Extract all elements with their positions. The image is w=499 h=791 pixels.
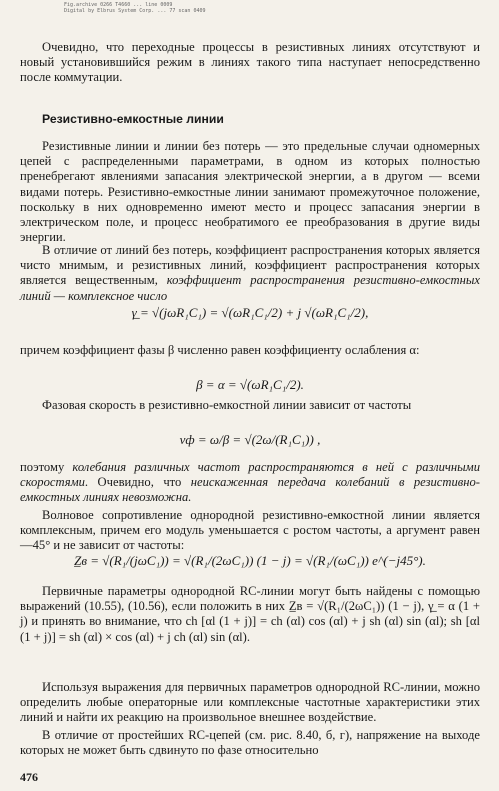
emphasis-text: коэффициент распространения резистивно-емкостных линий — комплексное число (20, 273, 480, 303)
formula-beta-alpha: β = α = √(ωR₁C₁/2). (196, 377, 304, 392)
paragraph-phase-velocity: Фазовая скорость в резистивно-емкостной линии зависит от частоты (42, 398, 412, 412)
formula-propagation-coefficient: γ̲ = √(jωR₁C₁) = √(ωR₁C₁/2) + j √(ωR₁C₁/2), (131, 305, 369, 320)
formula-wave-impedance: Z̲в = √(R₁/(jωC₁)) = √(R₁/(2ωC₁)) (1 − j) = √(R₁/(ωC₁)) e^(−j45°). (74, 553, 426, 568)
paragraph-intro: Резистивные линии и линии без потерь — это предельные случаи одномерных цепей с распределенными параметрами, в одном из которых полностью пренебрегают явлениями запасания электрической энергии, а в другом — всеми видами потерь. Резистивно-емкостные линии занимают промежуточное положение, поскольку в них одновременно имеют место и процесс запасания энергии в электрическом поле, и процесс необратимого ее преобразования в другие виды энергии. (20, 139, 480, 245)
section-heading: Резистивно-емкостные линии (42, 112, 224, 126)
text-run: поэтому (20, 460, 73, 474)
paragraph-characteristics: Используя выражения для первичных параметров однородной RC-линии, можно определить любые операторные или комплексные частотные характеристики этих линий и найти их реакцию на произвольное внешнее воздействие. (20, 680, 480, 725)
emphasis-text: колебания различных частот распространяются в ней с различными скоростями (20, 460, 480, 490)
paragraph-dispersion (20, 460, 480, 506)
paragraph-propagation (20, 243, 480, 304)
text-run: В отличие от линий без потерь, коэффициент распространения которых является чисто мнимым, и резистивных линий, коэффициент распространения которых является вещественным, (20, 243, 480, 288)
paragraph-wave-impedance: Волновое сопротивление однородной резистивно-емкостной линии является комплексным, причем его модуль уменьшается с ростом частоты, а аргумент равен —45° и не зависит от частоты: (20, 508, 480, 553)
scan-stamp: Fig.archive 0266 T4660 ... line 0009 Digital by Elbrus System Corp. ... 77 scan 0409 (64, 2, 206, 14)
text-run: . Очевидно, что (84, 475, 191, 490)
paragraph-rc-circuits: В отличие от простейших RC-цепей (см. рис. 8.40, б, г), напряжение на выходе которых не может быть сдвинуто по фазе относительно (20, 728, 480, 758)
page-number: 476 (20, 770, 38, 784)
paragraph-primary-parameters: Первичные параметры однородной RC-линии могут быть найдены с помощью выражений (10.55), (10.56), если положить в них Z̲в = √(R₁/(2ωC₁)) (1 − j), γ̲ = α (1 + j) и принять во внимание, что ch [αl (1 + j)] = ch (αl) cos (αl) + j sh (αl) sin (αl); sh [αl (1 + j)] = sh (αl) × cos (αl) + j ch (αl) sin (αl). (20, 584, 480, 644)
formula-phase-velocity: vф = ω/β = √(2ω/(R₁C₁)) , (179, 432, 321, 447)
paragraph-transient: Очевидно, что переходные процессы в резистивных линиях отсутствуют и новый установившийся режим в линиях такого типа наступает непосредственно после коммутации. (20, 40, 480, 85)
emphasis-text: неискаженная передача колебаний в резистивно-емкостных линиях невозможна. (20, 475, 480, 505)
paragraph-phase-coefficient: причем коэффициент фазы β численно равен коэффициенту ослабления α: (20, 343, 420, 357)
